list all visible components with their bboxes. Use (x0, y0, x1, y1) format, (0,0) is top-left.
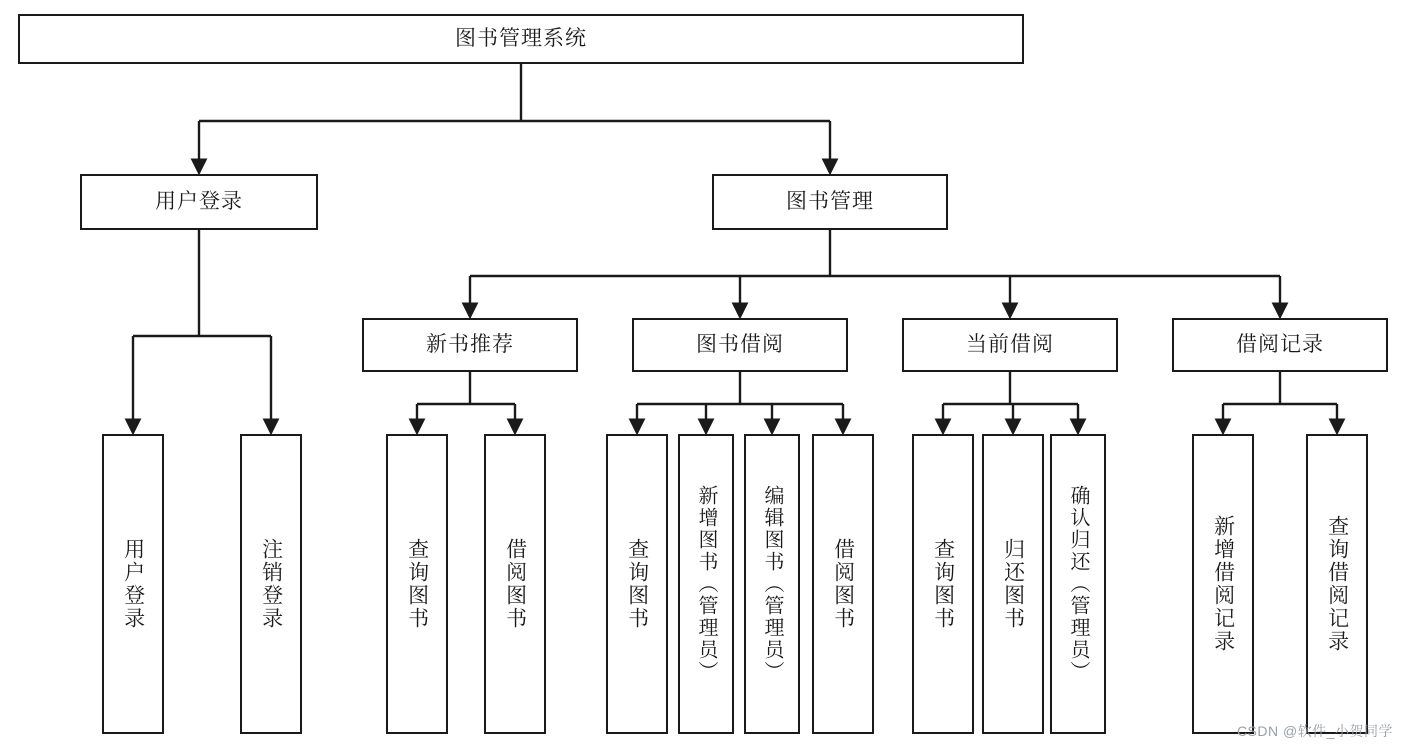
node-login: 用户登录 (80, 174, 318, 230)
node-l2: 注销登录 (240, 434, 302, 734)
node-root: 图书管理系统 (18, 14, 1024, 64)
node-c1: 查询图书 (912, 434, 974, 734)
node-bookmgmt: 图书管理 (712, 174, 948, 230)
node-r1: 新增借阅记录 (1192, 434, 1254, 734)
node-borrow: 图书借阅 (632, 318, 848, 372)
node-current: 当前借阅 (902, 318, 1118, 372)
node-b4: 借阅图书 (812, 434, 874, 734)
node-b2: 新增图书（管理员） (678, 434, 734, 734)
watermark-label: CSDN @软件_小贺同学 (1236, 723, 1393, 739)
node-newrec: 新书推荐 (362, 318, 578, 372)
node-records: 借阅记录 (1172, 318, 1388, 372)
node-l1: 用户登录 (102, 434, 164, 734)
node-r2: 查询借阅记录 (1306, 434, 1368, 734)
node-b1: 查询图书 (606, 434, 668, 734)
node-b3: 编辑图书（管理员） (744, 434, 800, 734)
node-n2: 借阅图书 (484, 434, 546, 734)
node-c3: 确认归还（管理员） (1050, 434, 1106, 734)
node-n1: 查询图书 (386, 434, 448, 734)
node-c2: 归还图书 (982, 434, 1044, 734)
